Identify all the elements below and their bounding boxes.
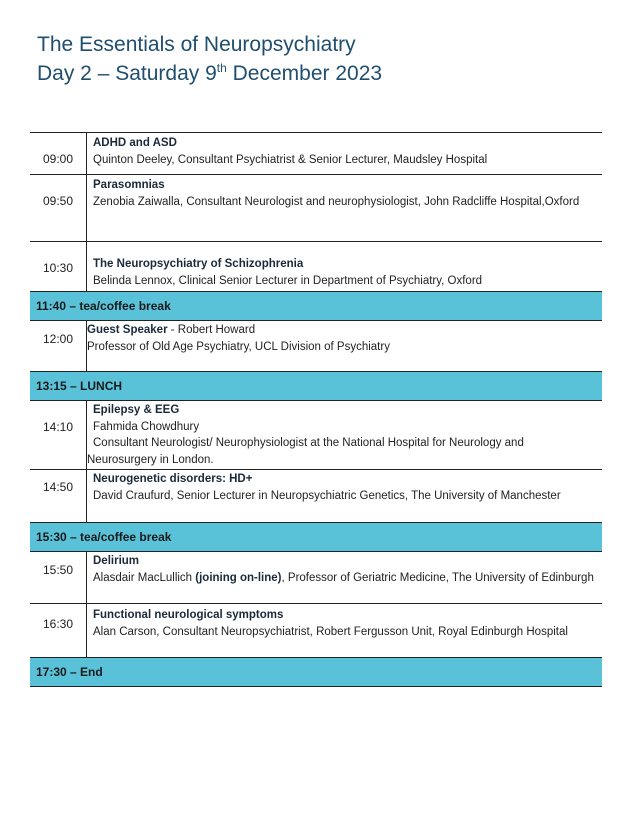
session-row [30, 242, 602, 292]
session-speaker [93, 570, 602, 587]
break-row: 13:15 – LUNCH [30, 372, 602, 401]
date-day: Day 2 – Saturday 9 [37, 62, 217, 85]
session-content [86, 242, 602, 291]
schedule-table [30, 132, 602, 687]
session-row [30, 321, 602, 372]
session-speaker-name: Alasdair MacLullich [93, 571, 193, 584]
session-note: (joining on-line) [192, 571, 282, 584]
session-row [30, 470, 602, 523]
session-title: Neurogenetic disorders: HD+ [93, 473, 253, 485]
session-row [30, 133, 602, 175]
session-time: 14:50 [42, 480, 74, 494]
session-time: 09:50 [42, 194, 74, 208]
session-content [86, 133, 602, 174]
break-row: 17:30 – End [30, 658, 602, 687]
session-time: 14:10 [42, 420, 74, 434]
date-suffix: th [216, 61, 227, 75]
session-speaker-cont: Neurosurgery in London. [87, 453, 214, 466]
session-title: ADHD and ASD [93, 137, 177, 149]
session-title: Delirium [93, 555, 140, 567]
course-date [37, 59, 382, 88]
session-row [30, 401, 602, 470]
session-speaker: Belinda Lennox, Clinical Senior Lecturer in Department of Psychiatry, Oxford [93, 274, 483, 287]
session-speaker: Alan Carson, Consultant Neuropsychiatrist, Robert Fergusson Unit, Royal Edinburgh Hospital [93, 625, 568, 638]
session-title: Guest Speaker [87, 324, 168, 336]
session-speaker-role: , Professor of Geriatric Medicine, The University of Edinburgh [281, 571, 594, 584]
session-speaker: Zenobia Zaiwalla, Consultant Neurologist and neurophysiologist, John Radcliffe Hospital,Oxford [93, 195, 580, 208]
session-title: Functional neurological symptoms [93, 609, 284, 621]
session-speaker: Quinton Deeley, Consultant Psychiatrist & Senior Lecturer, Maudsley Hospital [93, 153, 488, 166]
session-row [30, 175, 602, 242]
session-title: Parasomnias [93, 179, 165, 191]
session-content [86, 604, 602, 657]
session-title: The Neuropsychiatry of Schizophrenia [93, 258, 304, 270]
session-title-speaker: - Robert Howard [167, 324, 256, 336]
break-row: 15:30 – tea/coffee break [30, 523, 602, 552]
session-speaker: Professor of Old Age Psychiatry, UCL Division of Psychiatry [87, 340, 390, 353]
session-row [30, 552, 602, 604]
session-content [86, 552, 602, 603]
session-time: 10:30 [42, 261, 74, 275]
session-speaker-name: Fahmida Chowdhury [93, 420, 200, 433]
session-time: 12:00 [42, 332, 74, 346]
session-heading [87, 322, 602, 339]
session-time: 16:30 [42, 617, 74, 631]
session-row [30, 604, 602, 658]
session-speaker: Consultant Neurologist/ Neurophysiologist at the National Hospital for Neurology and [93, 437, 524, 449]
session-time: 09:00 [42, 151, 74, 166]
break-row: 11:40 – tea/coffee break [30, 292, 602, 321]
course-title: The Essentials of Neuropsychiatry [37, 33, 356, 56]
page-title [37, 30, 382, 88]
session-content [86, 175, 602, 241]
session-content [86, 401, 602, 469]
session-content [86, 470, 602, 522]
session-title: Epilepsy & EEG [93, 404, 180, 416]
session-content [86, 321, 602, 371]
date-month-year: December 2023 [226, 62, 383, 85]
session-speaker: David Craufurd, Senior Lecturer in Neuropsychiatric Genetics, The University of Manchester [93, 489, 561, 502]
session-time: 15:50 [42, 563, 74, 577]
